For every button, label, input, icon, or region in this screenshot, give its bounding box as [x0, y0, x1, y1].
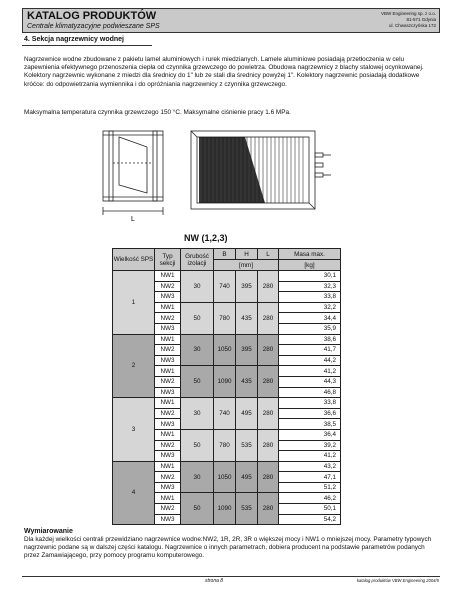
col-header-thickness: Grubość izolacji: [181, 249, 214, 271]
b-cell: 1050: [214, 461, 236, 493]
l-cell: 280: [258, 271, 279, 303]
type-cell: NW2: [155, 504, 181, 515]
l-cell: 280: [258, 334, 279, 366]
company-city: 81-571 Gdynia: [406, 17, 436, 22]
type-cell: NW3: [155, 482, 181, 493]
mass-cell: 36,4: [279, 429, 341, 440]
l-cell: 280: [258, 366, 279, 398]
mass-cell: 33,8: [279, 292, 341, 303]
type-cell: NW2: [155, 408, 181, 419]
col-header-mass: Masa max.: [279, 249, 341, 260]
thickness-cell: 30: [181, 461, 214, 493]
mass-cell: 44,3: [279, 376, 341, 387]
type-cell: NW1: [155, 429, 181, 440]
description-paragraph: Nagrzewnice wodne zbudowane z pakietu lamel aluminiowych i rurek miedzianych. Lamele aluminiowe posiadają przetłoczenia w celu zapewnienia efektywnego przenoszenia ciepła od czynnika grzewczego do powietrza. Obudowa nagrzewnicy z blachy stalowej ocynkowanej. Kolektory nagrzewnic wykonane z miedzi dla średnicy do 1" lub ze stali dla średnicy powyżej 1". Kolektory nagrzewnic posiadają dodatkowe króćce: do odpowietrzania wymiennika i do opróżniania nagrzewnicy z czynnika grzewczego.: [24, 56, 424, 88]
type-cell: NW1: [155, 334, 181, 345]
mass-cell: 43,2: [279, 461, 341, 472]
b-cell: 1090: [214, 366, 236, 398]
type-cell: NW3: [155, 514, 181, 525]
h-cell: 395: [236, 271, 258, 303]
sizing-title: Wymiarowanie: [24, 528, 73, 535]
type-cell: NW2: [155, 472, 181, 483]
thickness-cell: 30: [181, 271, 214, 303]
mass-cell: 39,2: [279, 440, 341, 451]
type-cell: NW1: [155, 398, 181, 409]
l-cell: 280: [258, 461, 279, 493]
col-header-type: Typ sekcji: [155, 249, 181, 271]
col-header-h: H: [236, 249, 258, 260]
b-cell: 780: [214, 302, 236, 334]
mass-cell: 44,2: [279, 355, 341, 366]
type-cell: NW2: [155, 313, 181, 324]
mass-cell: 34,4: [279, 313, 341, 324]
h-cell: 535: [236, 429, 258, 461]
catalog-subtitle: Centrale klimatyzacyjne podwieszane SPS: [27, 23, 160, 30]
thickness-cell: 30: [181, 398, 214, 430]
mass-cell: 47,1: [279, 472, 341, 483]
side-view-flange-left: [109, 131, 113, 201]
type-cell: NW1: [155, 302, 181, 313]
l-cell: 280: [258, 398, 279, 430]
type-cell: NW3: [155, 451, 181, 462]
mass-cell: 35,9: [279, 323, 341, 334]
mass-cell: 32,3: [279, 281, 341, 292]
side-view-flange-right: [153, 131, 157, 201]
mass-cell: 36,6: [279, 408, 341, 419]
mass-cell: 50,1: [279, 504, 341, 515]
size-cell: 4: [113, 461, 155, 525]
side-view-outline: [103, 131, 163, 201]
h-cell: 435: [236, 366, 258, 398]
page-header: [22, 8, 440, 33]
l-cell: 280: [258, 493, 279, 525]
type-cell: NW3: [155, 355, 181, 366]
section-underline: [22, 45, 152, 46]
thickness-cell: 30: [181, 334, 214, 366]
mass-cell: 38,5: [279, 419, 341, 430]
type-cell: NW3: [155, 292, 181, 303]
h-cell: 395: [236, 334, 258, 366]
section-title: 4. Sekcja nagrzewnicy wodnej: [24, 36, 124, 43]
mass-cell: 32,2: [279, 302, 341, 313]
size-cell: 2: [113, 334, 155, 398]
size-cell: 3: [113, 398, 155, 462]
col-header-l: L: [258, 249, 279, 260]
type-cell: NW1: [155, 271, 181, 282]
type-cell: NW2: [155, 440, 181, 451]
col-header-kg-unit: [kg]: [279, 260, 341, 271]
h-cell: 535: [236, 493, 258, 525]
mass-cell: 41,2: [279, 366, 341, 377]
thickness-cell: 50: [181, 366, 214, 398]
table-title: NW (1,2,3): [184, 233, 228, 243]
type-cell: NW3: [155, 323, 181, 334]
footer-catalog-note: katalog produktów VBW Engineering 2004/5: [356, 578, 439, 583]
company-name: VBW Engineering sp. z o.o.: [380, 11, 436, 16]
limits-paragraph: Maksymalna temperatura czynnika grzewczego 150 °C. Maksymalne ciśnienie pracy 1.6 MPa.: [24, 109, 291, 116]
table-row: [113, 398, 341, 409]
mass-cell: 46,8: [279, 387, 341, 398]
heater-spec-table: [112, 248, 341, 525]
b-cell: 1090: [214, 493, 236, 525]
mass-cell: 41,2: [279, 451, 341, 462]
table-row: [113, 461, 341, 472]
thickness-cell: 50: [181, 302, 214, 334]
mass-cell: 51,2: [279, 482, 341, 493]
type-cell: NW1: [155, 366, 181, 377]
type-cell: NW2: [155, 345, 181, 356]
footer-rule: [22, 576, 440, 577]
company-street: ul. Chwaszczyńska 172: [388, 23, 436, 28]
h-cell: 495: [236, 398, 258, 430]
mass-cell: 46,2: [279, 493, 341, 504]
col-header-size: Wielkość SPS: [113, 249, 155, 271]
l-cell: 280: [258, 429, 279, 461]
heater-technical-drawing: [95, 123, 361, 223]
mass-cell: 30,1: [279, 271, 341, 282]
catalog-title: KATALOG PRODUKTÓW: [27, 10, 157, 22]
b-cell: 740: [214, 398, 236, 430]
table-row: [113, 271, 341, 282]
type-cell: NW3: [155, 387, 181, 398]
col-header-mm-unit: [mm]: [214, 260, 279, 271]
size-cell: 1: [113, 271, 155, 335]
type-cell: NW1: [155, 493, 181, 504]
b-cell: 740: [214, 271, 236, 303]
type-cell: NW2: [155, 376, 181, 387]
mass-cell: 38,6: [279, 334, 341, 345]
thickness-cell: 50: [181, 493, 214, 525]
dimension-l-label: L: [131, 216, 135, 223]
h-cell: 435: [236, 302, 258, 334]
mass-cell: 33,8: [279, 398, 341, 409]
h-cell: 495: [236, 461, 258, 493]
thickness-cell: 50: [181, 429, 214, 461]
mass-cell: 41,7: [279, 345, 341, 356]
mass-cell: 54,2: [279, 514, 341, 525]
col-header-b: B: [214, 249, 236, 260]
table-row: [113, 334, 341, 345]
company-address: [381, 11, 436, 29]
type-cell: NW3: [155, 419, 181, 430]
type-cell: NW2: [155, 281, 181, 292]
table-body: [113, 271, 341, 525]
b-cell: 780: [214, 429, 236, 461]
sizing-paragraph: Dla każdej wielkości centrali przewidziano nagrzewnice wodne:NW2, 1R, 2R, 3R o większej mocy i NW1 o mniejszej mocy. Parametry typowych nagrzewnic podane są w dalszej części katalogu. Nagrzewnice o innych parametrach, dobiera producent na podstawie parametrów podanych przez Zamawiającego, przy pomocy programu komputerowego.: [24, 536, 432, 560]
type-cell: NW1: [155, 461, 181, 472]
l-cell: 280: [258, 302, 279, 334]
page-number: strona 8: [205, 578, 224, 584]
b-cell: 1050: [214, 334, 236, 366]
